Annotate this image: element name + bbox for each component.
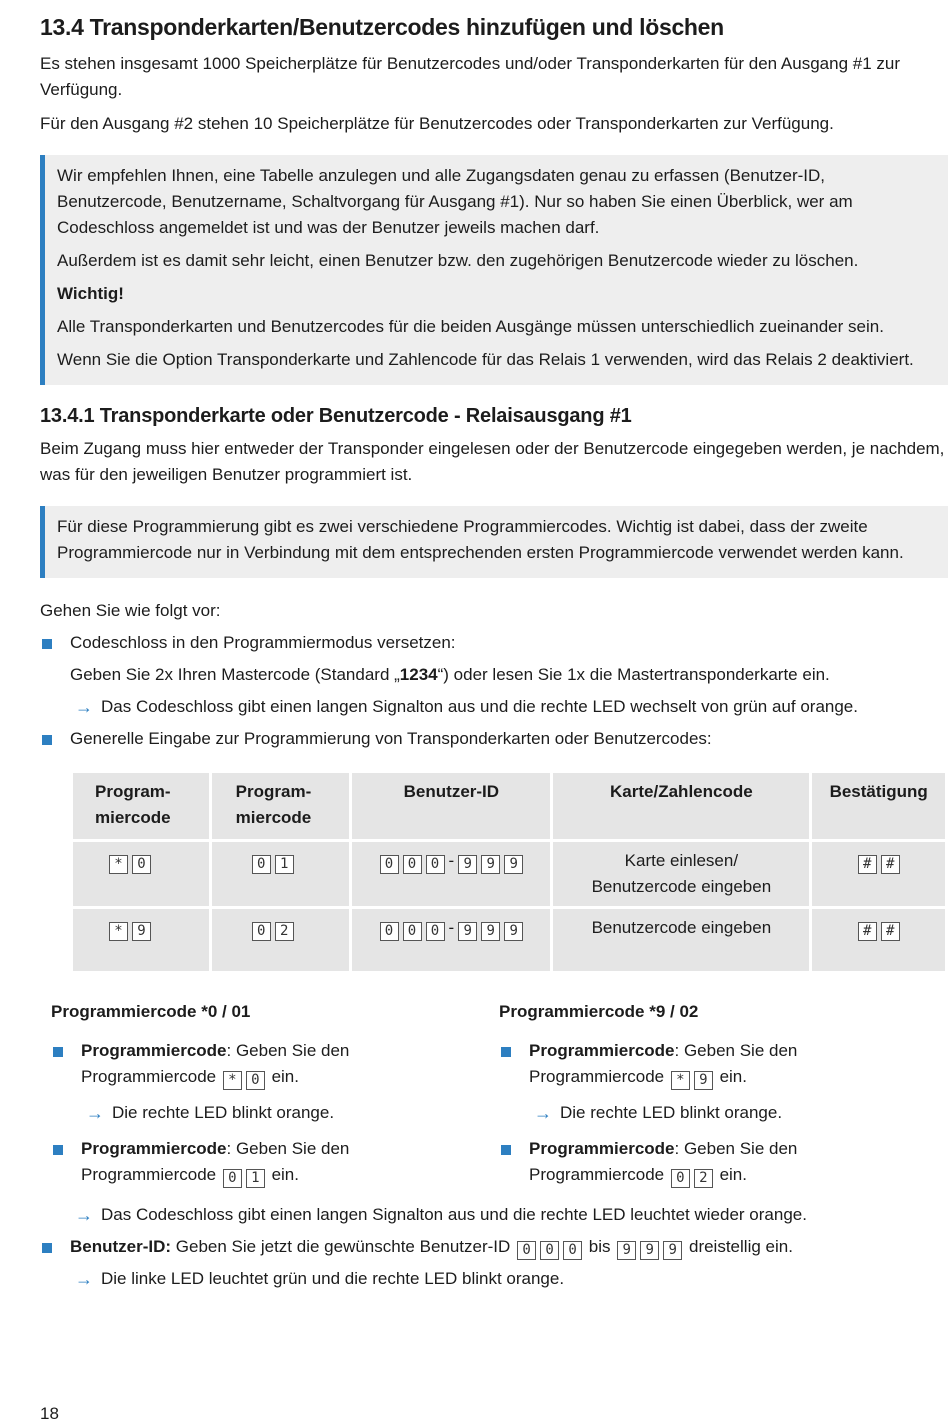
digit-key-1: 1 — [275, 855, 294, 874]
digit-key-9: 9 — [694, 1071, 713, 1090]
keypad-keys — [615, 1237, 684, 1256]
keypad-keys — [669, 1165, 715, 1184]
digit-key-9: 9 — [481, 922, 500, 941]
hash-key-icon: # — [858, 922, 877, 941]
star-key-icon: * — [223, 1071, 242, 1090]
bullet-square-icon — [42, 1243, 52, 1253]
bullet-square-icon — [501, 1145, 511, 1155]
digit-key-0: 0 — [403, 855, 422, 874]
bullet-square-icon — [53, 1145, 63, 1155]
info-note-1 — [40, 155, 948, 385]
subsection-heading: 13.4.1 Transponderkarte oder Benutzercode - Relaisausgang #1 — [40, 405, 632, 427]
table-header: Bestätigung — [812, 773, 945, 839]
digit-key-0: 0 — [426, 922, 445, 941]
table-cell — [812, 842, 945, 906]
bullet-square-icon — [501, 1047, 511, 1057]
arrow-right-icon: → — [86, 1103, 104, 1123]
table-header-row — [73, 773, 945, 839]
table-cell — [553, 842, 809, 906]
keypad-keys — [515, 1237, 584, 1256]
arrow-right-icon: → — [75, 1269, 93, 1289]
star-key-icon: * — [671, 1071, 690, 1090]
cell-text: Karte einlesen/ Benutzercode eingeben — [591, 851, 772, 896]
digit-key-9: 9 — [617, 1241, 636, 1260]
table-header: Program-miercode — [73, 773, 209, 839]
note-paragraph: Wenn Sie die Option Transponderkarte und Zahlencode für das Relais 1 verwenden, wird das Relais 2 deaktiviert. — [57, 350, 914, 369]
step-item: Programmiercode: Geben Sie den Programmiercode 0 1 ein. — [51, 1136, 470, 1188]
step-item: Programmiercode: Geben Sie den Programmiercode * 0 ein. — [51, 1038, 470, 1090]
left-column — [40, 1002, 470, 1188]
table-cell — [553, 909, 809, 971]
note-paragraph: Für diese Programmierung gibt es zwei verschiedene Programmiercodes. Wichtig ist dabei, dass der zweite Programmiercode nur in Verbindung mit dem entsprechenden ersten Programmiercode verwendet werden kann. — [57, 517, 904, 562]
digit-key-1: 1 — [246, 1169, 265, 1188]
table-cell — [352, 842, 550, 906]
digit-key-9: 9 — [132, 922, 151, 941]
digit-key-9: 9 — [663, 1241, 682, 1260]
table-cell — [212, 842, 350, 906]
table-header: Karte/Zahlencode — [553, 773, 809, 839]
section-heading: 13.4 Transponderkarten/Benutzercodes hinzufügen und löschen — [40, 14, 724, 40]
step-item: Programmiercode: Geben Sie den Programmiercode 0 2 ein. — [499, 1136, 918, 1188]
digit-key-0: 0 — [132, 855, 151, 874]
table-header: Program-miercode — [212, 773, 350, 839]
note-paragraph: Alle Transponderkarten und Benutzercodes für die beiden Ausgänge müssen unterschiedlich zueinander sein. — [57, 317, 884, 336]
arrow-right-icon: → — [75, 697, 93, 717]
step-item: Benutzer-ID: Geben Sie jetzt die gewünschte Benutzer-ID 0 0 0 bis 9 9 9 dreistellig ein. — [40, 1234, 948, 1260]
digit-key-0: 0 — [426, 855, 445, 874]
table-row — [73, 842, 945, 906]
result-item: → Das Codeschloss gibt einen langen Signalton aus und die rechte LED wechselt von grün auf orange. — [40, 694, 948, 720]
range-dash: - — [448, 851, 455, 870]
keypad-keys — [221, 1165, 267, 1184]
table-cell — [73, 842, 209, 906]
note-paragraph: Außerdem ist es damit sehr leicht, einen Benutzer bzw. den zugehörigen Benutzercode wieder zu löschen. — [57, 251, 859, 270]
bullet-square-icon — [42, 639, 52, 649]
star-key-icon: * — [109, 922, 128, 941]
digit-key-2: 2 — [275, 922, 294, 941]
digit-key-0: 0 — [252, 855, 271, 874]
table-cell — [73, 909, 209, 971]
result-item: → Die rechte LED blinkt orange. — [499, 1100, 918, 1126]
note-important: Wichtig! — [57, 284, 124, 303]
cell-text: Benutzercode eingeben — [591, 918, 772, 937]
column-title: Programmiercode *0 / 01 — [51, 1002, 251, 1021]
hash-key-icon: # — [881, 855, 900, 874]
info-note-2 — [40, 506, 948, 578]
table-row — [73, 909, 945, 971]
keypad-keys — [669, 1067, 715, 1086]
hash-key-icon: # — [881, 922, 900, 941]
table-cell — [352, 909, 550, 971]
bullet-square-icon — [42, 735, 52, 745]
digit-key-9: 9 — [504, 922, 523, 941]
arrow-right-icon: → — [534, 1103, 552, 1123]
result-item: → Die rechte LED blinkt orange. — [51, 1100, 470, 1126]
digit-key-9: 9 — [504, 855, 523, 874]
bullet-square-icon — [53, 1047, 63, 1057]
digit-key-2: 2 — [694, 1169, 713, 1188]
steps-intro: Gehen Sie wie folgt vor: — [40, 601, 221, 620]
digit-key-0: 0 — [246, 1071, 265, 1090]
digit-key-0: 0 — [671, 1169, 690, 1188]
range-dash: - — [448, 918, 455, 937]
digit-key-0: 0 — [380, 922, 399, 941]
arrow-right-icon: → — [75, 1205, 93, 1225]
digit-key-0: 0 — [517, 1241, 536, 1260]
hash-key-icon: # — [858, 855, 877, 874]
digit-key-9: 9 — [458, 855, 477, 874]
digit-key-0: 0 — [403, 922, 422, 941]
digit-key-9: 9 — [640, 1241, 659, 1260]
note-paragraph: Wir empfehlen Ihnen, eine Tabelle anzulegen und alle Zugangsdaten genau zu erfassen (Benutzer-ID, Benutzercode, Benutzername, Schaltvorgang für Ausgang #1). Nur so haben Sie einen Überblick, wer am Codeschloss angemeldet ist und was der Benutzer jeweils machen darf. — [57, 166, 853, 237]
step-item: Generelle Eingabe zur Programmierung von Transponderkarten oder Benutzercodes: — [40, 726, 948, 752]
digit-key-0: 0 — [563, 1241, 582, 1260]
digit-key-0: 0 — [540, 1241, 559, 1260]
star-key-icon: * — [109, 855, 128, 874]
digit-key-0: 0 — [223, 1169, 242, 1188]
table-header: Benutzer-ID — [352, 773, 550, 839]
result-item: → Die linke LED leuchtet grün und die rechte LED blinkt orange. — [40, 1266, 948, 1292]
subsection-intro: Beim Zugang muss hier entweder der Transponder eingelesen oder der Benutzercode eingegeben werden, je nachdem, was für den jeweiligen Benutzer programmiert ist. — [40, 439, 945, 484]
step-item: Codeschloss in den Programmiermodus versetzen: — [40, 630, 948, 656]
digit-key-0: 0 — [252, 922, 271, 941]
digit-key-9: 9 — [458, 922, 477, 941]
step-detail: Geben Sie 2x Ihren Mastercode (Standard „1234“) oder lesen Sie 1x die Mastertransponderkarte ein. — [70, 665, 830, 684]
result-item: → Das Codeschloss gibt einen langen Signalton aus und die rechte LED leuchtet wieder orange. — [40, 1202, 948, 1228]
step-item: Programmiercode: Geben Sie den Programmiercode * 9 ein. — [499, 1038, 918, 1090]
intro-paragraph-1: Es stehen insgesamt 1000 Speicherplätze für Benutzercodes und/oder Transponderkarten für den Ausgang #1 zur Verfügung. — [40, 54, 900, 99]
right-column — [488, 1002, 918, 1188]
programming-table — [70, 770, 948, 974]
intro-paragraph-2: Für den Ausgang #2 stehen 10 Speicherplätze für Benutzercodes oder Transponderkarten zur Verfügung. — [40, 114, 834, 133]
keypad-keys — [221, 1067, 267, 1086]
table-cell — [812, 909, 945, 971]
digit-key-0: 0 — [380, 855, 399, 874]
two-column-section — [40, 1002, 948, 1202]
digit-key-9: 9 — [481, 855, 500, 874]
column-title: Programmiercode *9 / 02 — [499, 1002, 699, 1021]
page-number: 18 — [40, 1404, 59, 1423]
table-cell — [212, 909, 350, 971]
